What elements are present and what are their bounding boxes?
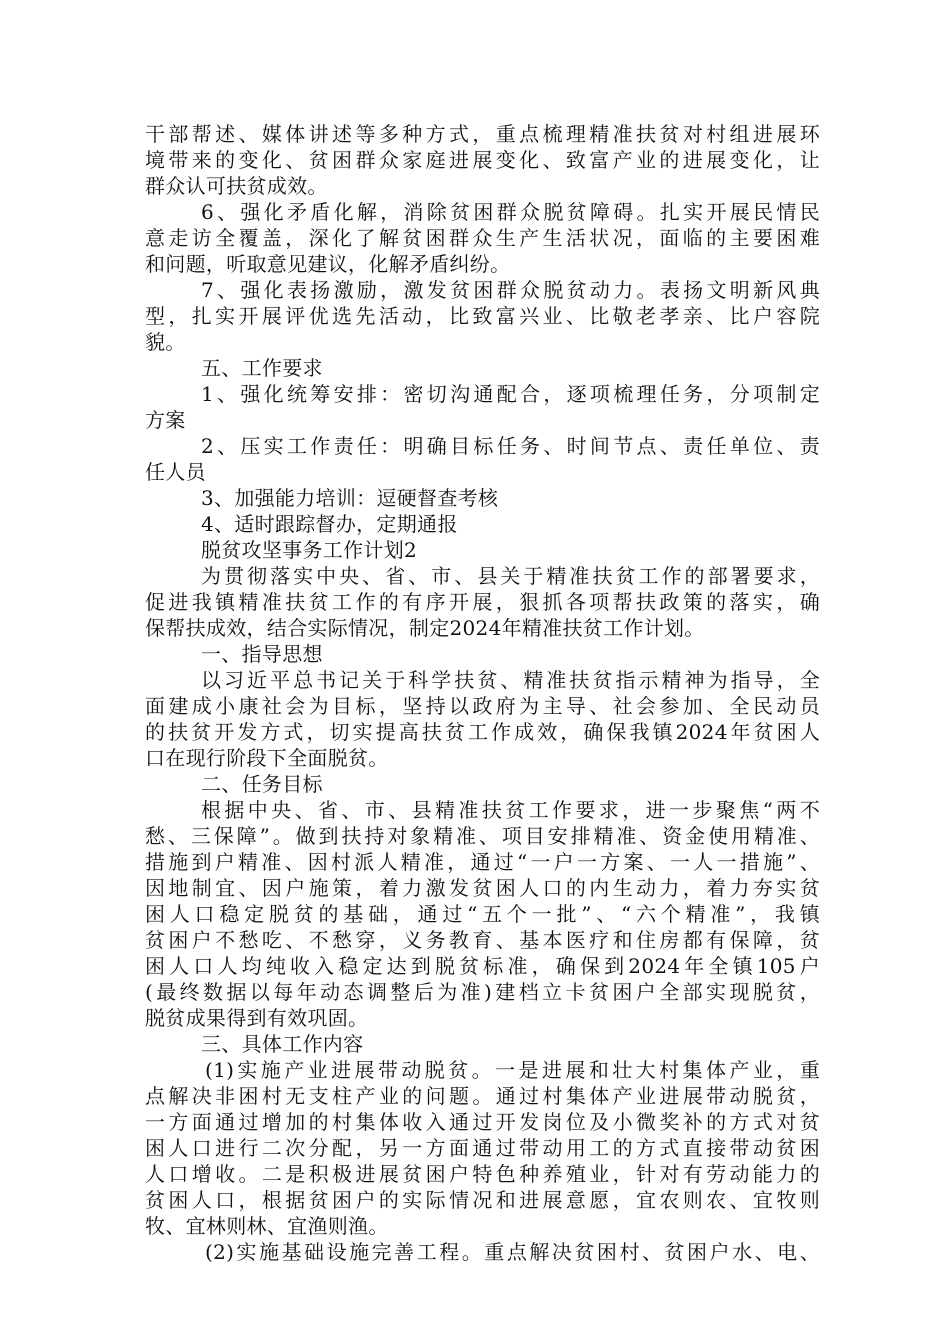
text-line: 因地制宜、因户施策，着力激发贫困人口的内生动力，着力夯实贫 — [145, 876, 820, 900]
text-line: 贫困人口，根据贫困户的实际情况和进展意愿，宜农则农、宜牧则 — [145, 1188, 820, 1212]
document-page — [145, 121, 820, 1265]
text-line: 面建成小康社会为目标，坚持以政府为主导、社会参加、全民动员 — [145, 694, 820, 718]
text-line: 困人口人均纯收入稳定达到脱贫标准，确保到2024年全镇105户 — [145, 954, 820, 978]
text-line: 型，扎实开展评优选先活动，比致富兴业、比敬老孝亲、比户容院 — [145, 304, 820, 328]
text-line: 措施到户精准、因村派人精准，通过“一户一方案、一人一措施”、 — [145, 850, 820, 874]
text-line: 的扶贫开发方式，切实提高扶贫工作成效，确保我镇2024年贫困人 — [145, 720, 820, 744]
text-line: (最终数据以每年动态调整后为准)建档立卡贫困户全部实现脱贫， — [145, 980, 820, 1004]
document-subtitle: 脱贫攻坚事务工作计划2 — [201, 538, 418, 562]
text-line: 困人口稳定脱贫的基础，通过“五个一批”、“六个精准”，我镇 — [145, 902, 820, 926]
text-line: 任人员 — [145, 460, 206, 484]
text-line: 6、强化矛盾化解，消除贫困群众脱贫障碍。扎实开展民情民 — [201, 200, 820, 224]
text-line: 一方面通过增加的村集体收入通过开发岗位及小微奖补的方式对贫 — [145, 1110, 820, 1134]
text-line: 口在现行阶段下全面脱贫。 — [145, 746, 389, 770]
text-line: 貌。 — [145, 330, 186, 354]
text-line: 促进我镇精准扶贫工作的有序开展，狠抓各项帮扶政策的落实，确 — [145, 590, 820, 614]
text-line: 3、加强能力培训：逗硬督查考核 — [201, 486, 499, 510]
text-line: (1)实施产业进展带动脱贫。一是进展和壮大村集体产业，重 — [205, 1058, 820, 1082]
text-line: 和问题，听取意见建议，化解矛盾纠纷。 — [145, 252, 511, 276]
text-line: 境带来的变化、贫困群众家庭进展变化、致富产业的进展变化，让 — [145, 148, 820, 172]
text-line: 脱贫成果得到有效巩固。 — [145, 1006, 369, 1030]
text-line: 困人口进行二次分配，另一方面通过带动用工的方式直接带动贫困 — [145, 1136, 820, 1160]
text-line: 愁、三保障”。做到扶持对象精准、项目安排精准、资金使用精准、 — [145, 824, 820, 848]
text-line: 牧、宜林则林、宜渔则渔。 — [145, 1214, 389, 1238]
text-line: 方案 — [145, 408, 186, 432]
section-heading: 五、工作要求 — [201, 356, 323, 380]
text-line: 贫困户不愁吃、不愁穿，义务教育、基本医疗和住房都有保障，贫 — [145, 928, 820, 952]
text-line: 干部帮述、媒体讲述等多种方式，重点梳理精准扶贫对村组进展环 — [145, 122, 820, 146]
section-heading: 一、指导思想 — [201, 642, 323, 666]
text-line: 点解决非困村无支柱产业的问题。通过村集体产业进展带动脱贫， — [145, 1084, 820, 1108]
section-heading: 三、具体工作内容 — [201, 1032, 364, 1056]
text-line: 7、强化表扬激励，激发贫困群众脱贫动力。表扬文明新风典 — [201, 278, 820, 302]
section-heading: 二、任务目标 — [201, 772, 323, 796]
text-line: 人口增收。二是积极进展贫困户特色种养殖业，针对有劳动能力的 — [145, 1162, 820, 1186]
text-line: (2)实施基础设施完善工程。重点解决贫困村、贫困户水、电、 — [205, 1240, 820, 1264]
text-line: 以习近平总书记关于科学扶贫、精准扶贫指示精神为指导，全 — [201, 668, 820, 692]
text-line: 根据中央、省、市、县精准扶贫工作要求，进一步聚焦“两不 — [201, 798, 820, 822]
text-line: 为贯彻落实中央、省、市、县关于精准扶贫工作的部署要求， — [201, 564, 820, 588]
text-line: 意走访全覆盖，深化了解贫困群众生产生活状况，面临的主要困难 — [145, 226, 820, 250]
text-line: 保帮扶成效，结合实际情况，制定2024年精准扶贫工作计划。 — [145, 616, 705, 640]
text-line: 群众认可扶贫成效。 — [145, 174, 328, 198]
text-line: 4、适时跟踪督办，定期通报 — [201, 512, 458, 536]
text-line: 2、压实工作责任：明确目标任务、时间节点、责任单位、责 — [201, 434, 820, 458]
text-line: 1、强化统筹安排：密切沟通配合，逐项梳理任务，分项制定 — [201, 382, 820, 406]
